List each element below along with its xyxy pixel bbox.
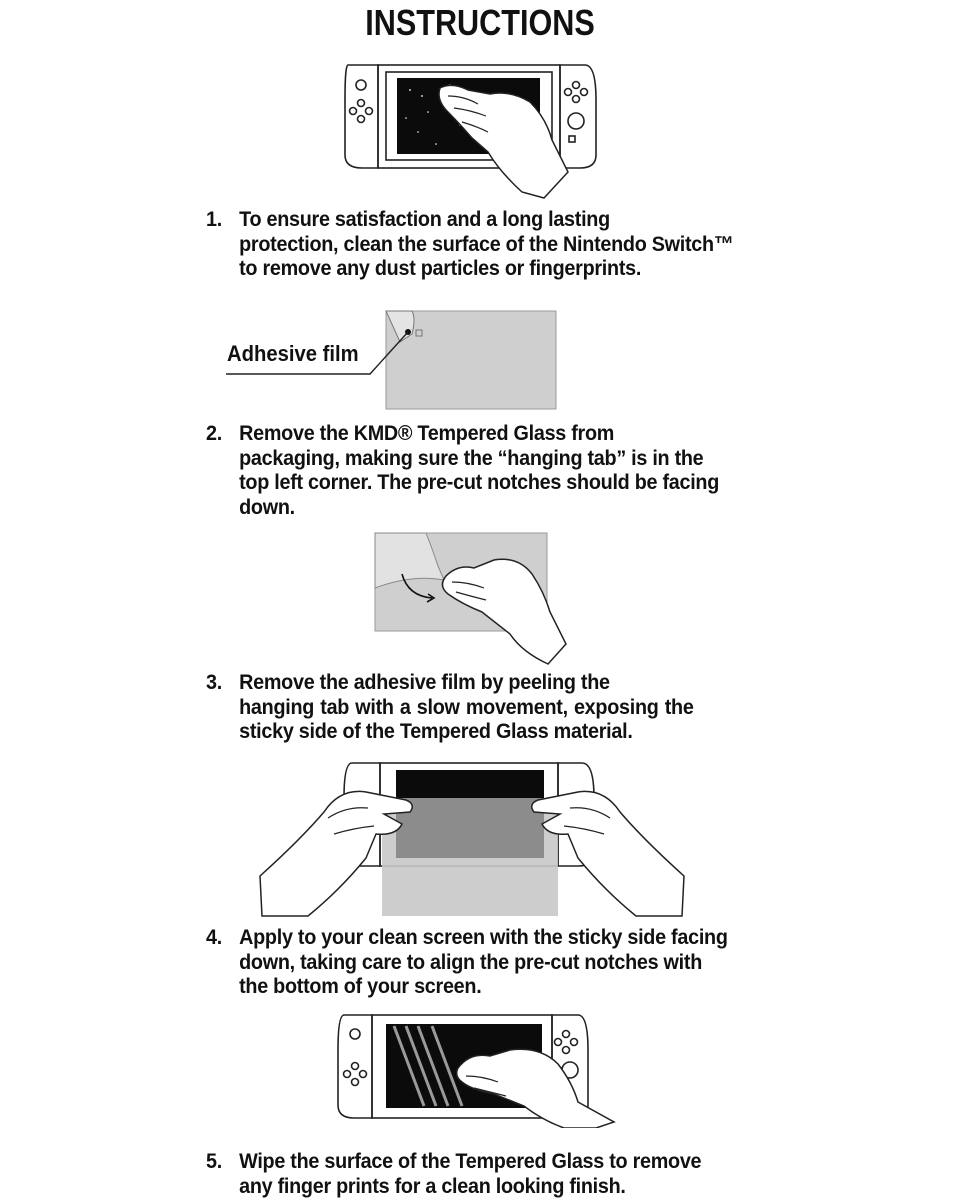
step-number: 1. <box>206 207 222 231</box>
step-line: Remove the KMD® Tempered Glass from <box>239 421 615 445</box>
step-line: any finger prints for a clean looking finish. <box>239 1173 626 1198</box>
step-line: to remove any dust particles or fingerprints. <box>239 256 642 280</box>
step-line: Wipe the surface of the Tempered Glass to remove <box>239 1149 702 1173</box>
step-number: 3. <box>206 670 222 694</box>
step-5 <box>206 1149 702 1198</box>
step-line: hanging tab with a slow movement, exposing the <box>239 694 694 719</box>
step-4 <box>206 925 728 999</box>
adhesive-film-label: Adhesive film <box>227 341 359 366</box>
step-line: down, taking care to align the pre-cut notches with <box>239 949 703 974</box>
step-line: down. <box>239 494 295 519</box>
step-number: 2. <box>206 421 222 445</box>
wipe-glass-illustration <box>334 1010 618 1128</box>
step-line: Apply to your clean screen with the sticky side facing <box>239 925 728 949</box>
step-line: packaging, making sure the “hanging tab” is in the <box>239 445 704 470</box>
switch-cleaning-illustration <box>340 60 602 200</box>
step-line: Remove the adhesive film by peeling the <box>239 670 610 694</box>
peeling-film-illustration <box>372 530 572 670</box>
step-2 <box>206 421 720 519</box>
page-title: INSTRUCTIONS <box>365 2 595 43</box>
step-line: To ensure satisfaction and a long lasting <box>239 207 610 231</box>
step-number: 5. <box>206 1149 222 1173</box>
apply-glass-illustration <box>256 758 688 918</box>
step-line: protection, clean the surface of the Nintendo Switch™ <box>239 231 734 256</box>
step-line: the bottom of your screen. <box>239 974 482 998</box>
step-3 <box>206 670 694 744</box>
step-number: 4. <box>206 925 222 949</box>
step-line: sticky side of the Tempered Glass material. <box>239 719 633 743</box>
step-line: top left corner. The pre-cut notches should be facing <box>239 470 720 494</box>
step-1 <box>206 207 734 281</box>
